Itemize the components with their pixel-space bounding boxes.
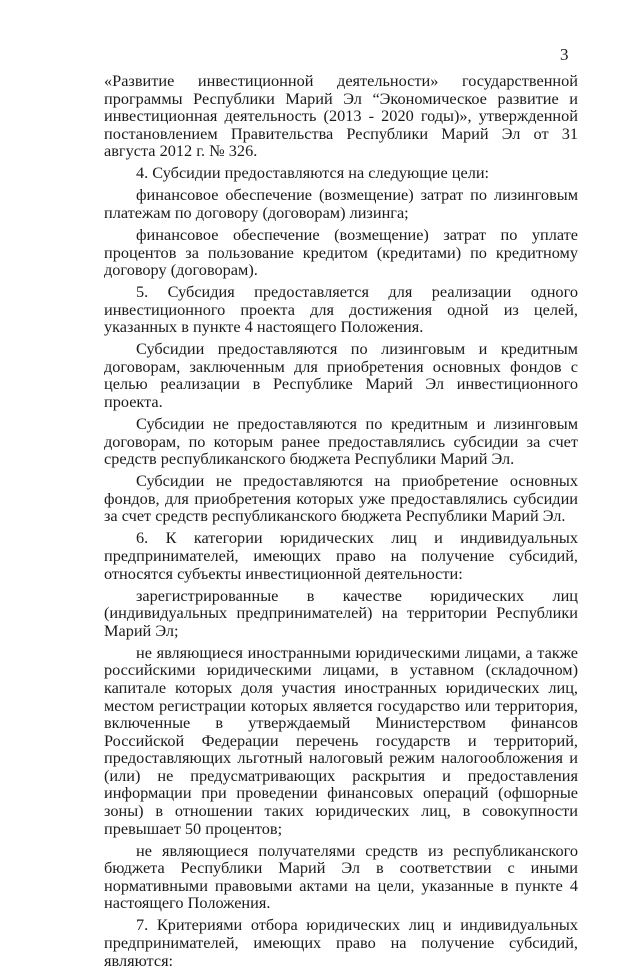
paragraph-no-repeat-contracts: Субсидии не предоставляются по кредитным и лизинговым договорам, по которым ранее предоставлялись субсидии за счет средств республиканского бюджета Республики Марий Эл. [104, 414, 578, 469]
paragraph-program-reference: «Развитие инвестиционной деятельности» государственной программы Республики Марий Эл “Экономическое развитие и инвестиционная деятельность (2013 - 2020 годы)», утвержденной постановлением Правительства Республики Марий Эл от 31 августа 2012 г. № 326. [104, 71, 578, 161]
paragraph-no-repeat-assets: Субсидии не предоставляются на приобретение основных фондов, для приобретения которых уже предоставлялись субсидии за счет средств республиканского бюджета Республики Марий Эл. [104, 471, 578, 526]
paragraph-subsidy-contracts: Субсидии предоставляются по лизинговым и кредитным договорам, заключенным для приобретения основных фондов с целью реализации в Республике Марий Эл инвестиционного проекта. [104, 339, 578, 412]
paragraph-item-6: 6. К категории юридических лиц и индивидуальных предпринимателей, имеющих право на получение субсидий, относятся субъекты инвестиционной деятельности: [104, 528, 578, 583]
paragraph-registered: зарегистрированные в качестве юридических лиц (индивидуальных предпринимателей) на территории Республики Марий Эл; [104, 585, 578, 640]
paragraph-not-foreign: не являющиеся иностранными юридическими лицами, а также российскими юридическими лицами, в уставном (складочном) капитале которых доля участия иностранных юридических лиц, местом регистрации которых является государство или территория, включенные в утверждаемый Министерством финансов Российской Федерации перечень государств и территорий, предоставляющих льготный налоговый режим налогообложения и (или) не предусматривающих раскрытия и предоставления информации при проведении финансовых операций (офшорные зоны) в отношении таких юридических лиц, в совокупности превышает 50 процентов; [104, 642, 578, 838]
paragraph-leasing-purpose: финансовое обеспечение (возмещение) затрат по лизинговым платежам по договору (договорам) лизинга; [104, 185, 578, 222]
document-body [104, 72, 578, 974]
paragraph-item-7: 7. Критериями отбора юридических лиц и индивидуальных предпринимателей, имеющих право на получение субсидий, являются: [104, 915, 578, 970]
paragraph-not-recipients: не являющиеся получателями средств из республиканского бюджета Республики Марий Эл в соответствии с иными нормативными правовыми актами на цели, указанные в пункте 4 настоящего Положения. [104, 840, 578, 913]
page-number: 3 [560, 45, 569, 64]
paragraph-credit-purpose: финансовое обеспечение (возмещение) затрат по уплате процентов за пользование кредитом (кредитами) по кредитному договору (договорам). [104, 224, 578, 280]
paragraph-item-5: 5. Субсидия предоставляется для реализации одного инвестиционного проекта для достижения одной из целей, указанных в пункте 4 настоящего Положения. [104, 282, 578, 337]
paragraph-item-4: 4. Субсидии предоставляются на следующие цели: [136, 163, 490, 183]
